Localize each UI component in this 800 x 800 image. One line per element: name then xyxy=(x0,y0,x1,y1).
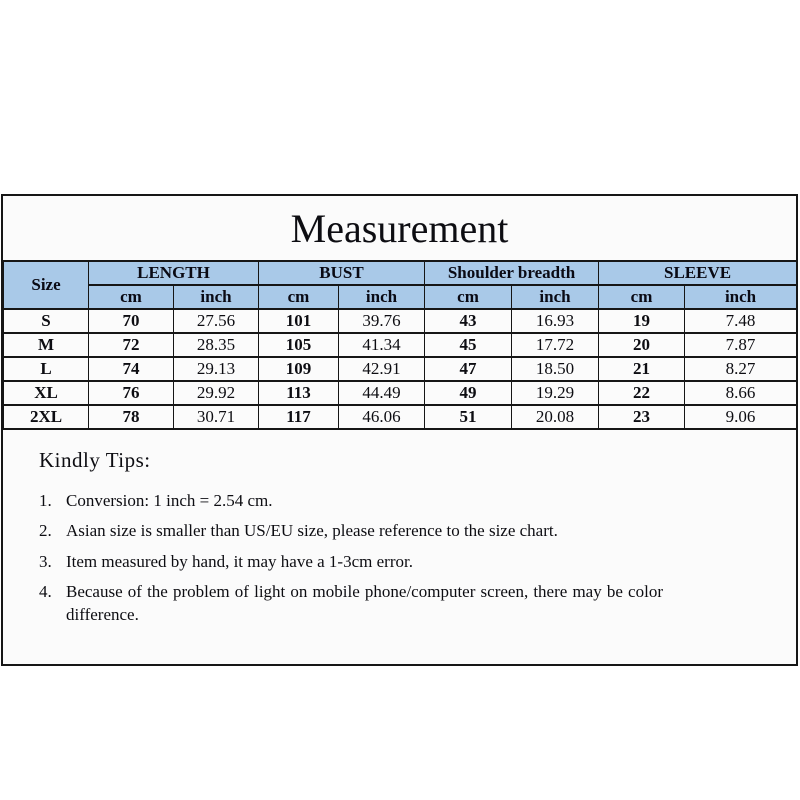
size-cell: 2XL xyxy=(4,405,89,429)
value-cell: 18.50 xyxy=(512,357,599,381)
kindly-tips-heading: Kindly Tips: xyxy=(39,448,151,472)
value-cell: 23 xyxy=(599,405,685,429)
value-cell: 9.06 xyxy=(685,405,797,429)
kindly-tips-section xyxy=(3,430,796,664)
value-cell: 41.34 xyxy=(339,333,425,357)
unit-inch-header: inch xyxy=(339,285,425,309)
table-row xyxy=(4,381,797,405)
table-row xyxy=(4,357,797,381)
value-cell: 19.29 xyxy=(512,381,599,405)
value-cell: 46.06 xyxy=(339,405,425,429)
value-cell: 43 xyxy=(425,309,512,333)
value-cell: 19 xyxy=(599,309,685,333)
list-item xyxy=(39,520,760,542)
value-cell: 76 xyxy=(89,381,174,405)
list-item xyxy=(39,581,760,626)
size-column-header: Size xyxy=(4,261,89,309)
unit-cm-header: cm xyxy=(425,285,512,309)
value-cell: 51 xyxy=(425,405,512,429)
list-item-number: 3. xyxy=(39,551,52,571)
unit-inch-header: inch xyxy=(174,285,259,309)
unit-inch-header: inch xyxy=(512,285,599,309)
list-item xyxy=(39,551,760,573)
tips-list xyxy=(39,490,760,626)
size-cell: S xyxy=(4,309,89,333)
unit-inch-header: inch xyxy=(685,285,797,309)
unit-cm-header: cm xyxy=(259,285,339,309)
value-cell: 16.93 xyxy=(512,309,599,333)
value-cell: 113 xyxy=(259,381,339,405)
value-cell: 39.76 xyxy=(339,309,425,333)
value-cell: 21 xyxy=(599,357,685,381)
length-header: LENGTH xyxy=(89,261,259,285)
value-cell: 28.35 xyxy=(174,333,259,357)
value-cell: 42.91 xyxy=(339,357,425,381)
value-cell: 49 xyxy=(425,381,512,405)
list-item-text: Conversion: 1 inch = 2.54 cm. xyxy=(66,491,273,510)
value-cell: 7.87 xyxy=(685,333,797,357)
list-item-text: Item measured by hand, it may have a 1-3cm error. xyxy=(66,551,413,571)
table-row xyxy=(4,405,797,429)
value-cell: 44.49 xyxy=(339,381,425,405)
value-cell: 101 xyxy=(259,309,339,333)
value-cell: 117 xyxy=(259,405,339,429)
value-cell: 72 xyxy=(89,333,174,357)
value-cell: 45 xyxy=(425,333,512,357)
size-cell: M xyxy=(4,333,89,357)
table-row xyxy=(4,309,797,333)
value-cell: 22 xyxy=(599,381,685,405)
list-item-number: 1. xyxy=(39,491,52,510)
table-header-unit-row xyxy=(4,285,797,309)
value-cell: 78 xyxy=(89,405,174,429)
size-cell: L xyxy=(4,357,89,381)
value-cell: 20.08 xyxy=(512,405,599,429)
table-row xyxy=(4,333,797,357)
list-item xyxy=(39,490,760,512)
list-item-text: Because of the problem of light on mobile phone/computer screen, there may be color difference. xyxy=(66,582,663,624)
measurement-card xyxy=(1,194,798,666)
value-cell: 70 xyxy=(89,309,174,333)
unit-cm-header: cm xyxy=(89,285,174,309)
size-cell: XL xyxy=(4,381,89,405)
measurement-table xyxy=(3,260,797,430)
value-cell: 17.72 xyxy=(512,333,599,357)
page-title: Measurement xyxy=(3,196,796,260)
value-cell: 47 xyxy=(425,357,512,381)
value-cell: 30.71 xyxy=(174,405,259,429)
list-item-number: 4. xyxy=(39,582,52,602)
value-cell: 8.66 xyxy=(685,381,797,405)
unit-cm-header: cm xyxy=(599,285,685,309)
value-cell: 29.92 xyxy=(174,381,259,405)
value-cell: 20 xyxy=(599,333,685,357)
value-cell: 27.56 xyxy=(174,309,259,333)
value-cell: 105 xyxy=(259,333,339,357)
value-cell: 8.27 xyxy=(685,357,797,381)
value-cell: 29.13 xyxy=(174,357,259,381)
shoulder-breadth-header: Shoulder breadth xyxy=(425,261,599,285)
value-cell: 7.48 xyxy=(685,309,797,333)
table-header-group-row xyxy=(4,261,797,285)
value-cell: 109 xyxy=(259,357,339,381)
bust-header: BUST xyxy=(259,261,425,285)
sleeve-header: SLEEVE xyxy=(599,261,797,285)
list-item-text: Asian size is smaller than US/EU size, please reference to the size chart. xyxy=(66,521,558,541)
list-item-number: 2. xyxy=(39,521,52,541)
value-cell: 74 xyxy=(89,357,174,381)
